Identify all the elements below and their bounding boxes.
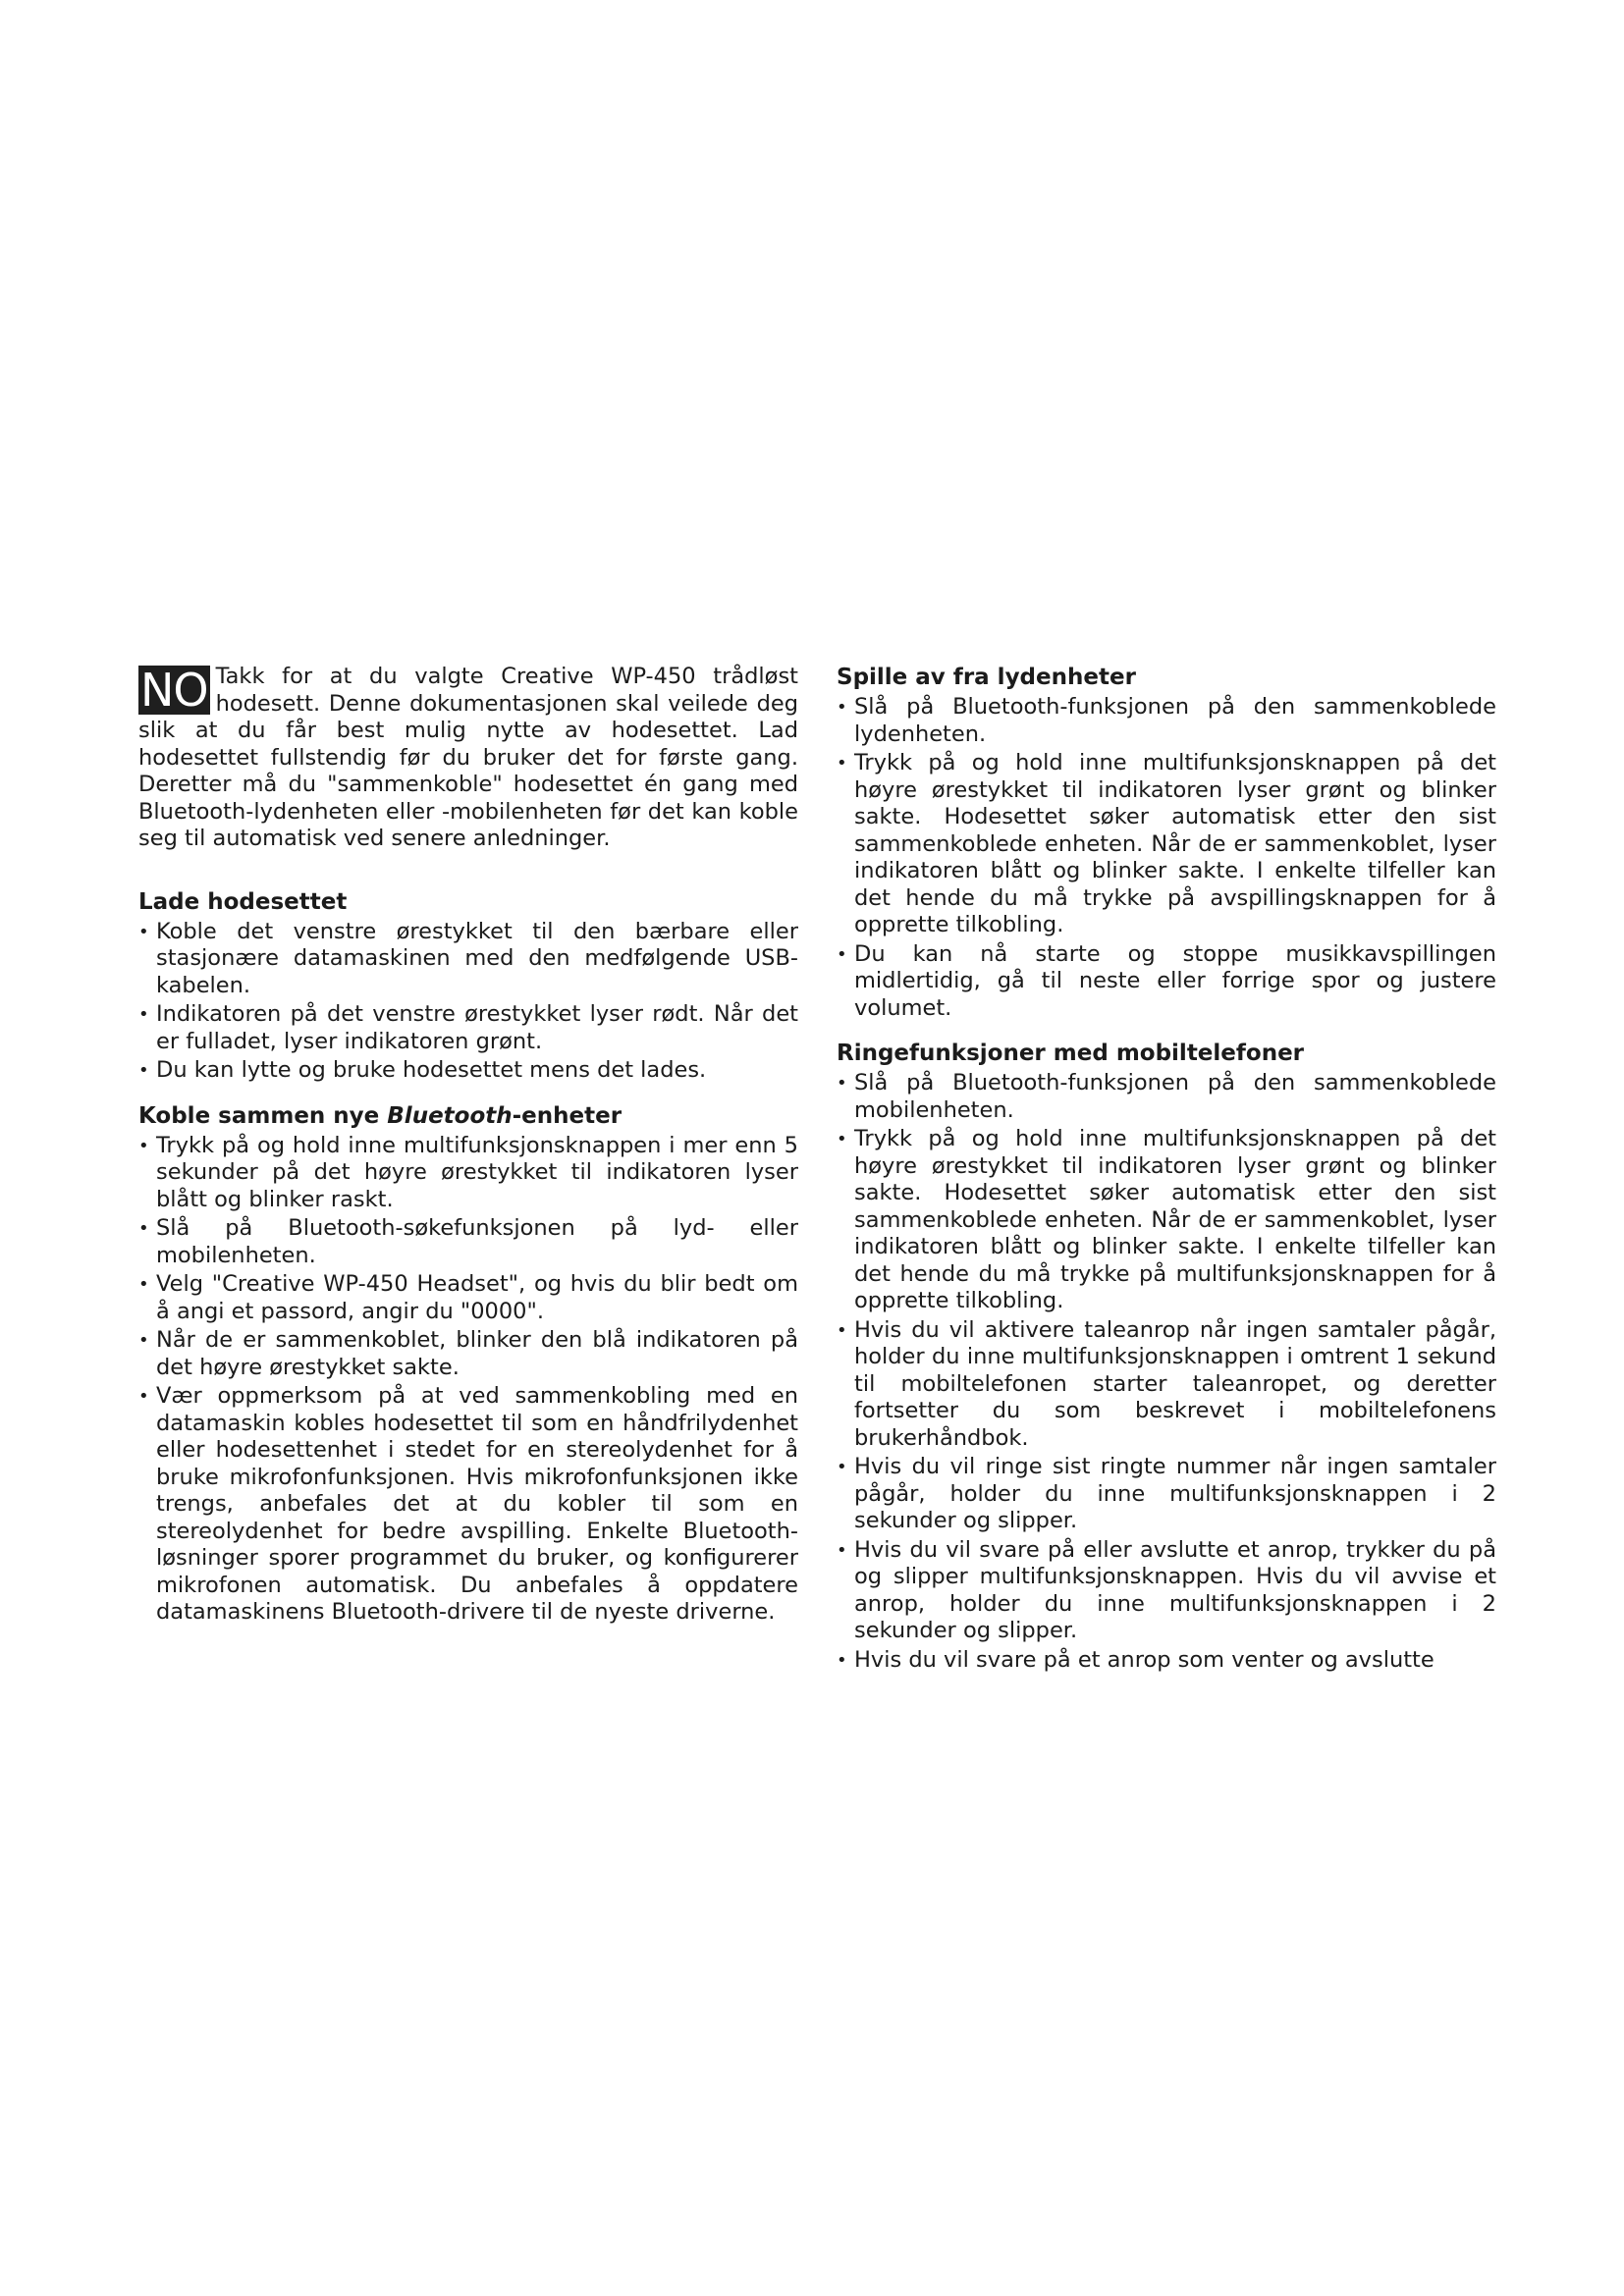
list-item: • Slå på Bluetooth-funksjonen på den sammenkoblede lydenheten.	[837, 694, 1496, 748]
left-column	[138, 664, 798, 1644]
section-pairing	[138, 1102, 798, 1627]
bullet-list	[837, 694, 1496, 1022]
right-column	[837, 664, 1496, 1691]
intro-text: Takk for at du valgte Creative WP-450 trådløst hodesett. Denne dokumentasjonen skal veilede deg slik at du får best mulig nytte av hodesettet. Lad hodesettet fullstendig før du bruker det for første gang. Deretter må du "sammenkoble" hodesettet én gang med Bluetooth-lydenheten eller -mobilenheten før det kan koble seg til automatisk ved senere anledninger.	[138, 664, 798, 851]
bullet-list	[837, 1070, 1496, 1674]
section-calls	[837, 1040, 1496, 1674]
list-item: • Hvis du vil svare på et anrop som venter og avslutte	[837, 1647, 1496, 1675]
section-heading: Lade hodesettet	[138, 888, 348, 915]
list-item: • Hvis du vil aktivere taleanrop når ingen samtaler pågår, holder du inne multifunksjonsknappen i omtrent 1 sekund til mobiltelefonen starter taleanropet, og deretter fortsetter du som beskrevet i mobiltelefonens brukerhåndbok.	[837, 1317, 1496, 1453]
list-item: • Velg "Creative WP-450 Headset", og hvis du blir bedt om å angi et passord, angir du "0000".	[138, 1271, 798, 1325]
list-item: • Slå på Bluetooth-søkefunksjonen på lyd- eller mobilenheten.	[138, 1215, 798, 1269]
list-item: • Trykk på og hold inne multifunksjonsknappen i mer enn 5 sekunder på det høyre ørestykket til indikatoren lyser blått og blinker raskt.	[138, 1133, 798, 1214]
list-item: • Trykk på og hold inne multifunksjonsknappen på det høyre ørestykket til indikatoren lyser grønt og blinker sakte. Hodesettet søker automatisk etter den sist sammenkoblede enheten. Når de er sammenkoblet, lyser indikatoren blått og blinker sakte. I enkelte tilfeller kan det hende du må trykke på multifunksjonsknappen for å opprette tilkobling.	[837, 1126, 1496, 1315]
section-heading: Ringefunksjoner med mobiltelefoner	[837, 1041, 1305, 1066]
list-item: • Hvis du vil svare på eller avslutte et anrop, trykker du på og slipper multifunksjonsknappen. Hvis du vil avvise et anrop, holder du inne multifunksjonsknappen i 2 sekunder og slipper.	[837, 1537, 1496, 1645]
language-badge: NO	[140, 664, 208, 717]
list-item: • Når de er sammenkoblet, blinker den blå indikatoren på det høyre ørestykket sakte.	[138, 1327, 798, 1381]
bullet-list	[138, 919, 798, 1085]
list-item: • Vær oppmerksom på at ved sammenkobling med en datamaskin kobles hodesettet til som en håndfrilydenhet eller hodesettenhet i stedet for en stereolydenhet for å bruke mikrofonfunksjonen. Hvis mikrofonfunksjonen ikke trengs, anbefales det at du kobler til som en stereolydenhet for bedre avspilling. Enkelte Bluetooth-løsninger sporer programmet du bruker, og konfigurerer mikrofonen automatisk. Du anbefales å oppdatere datamaskinens Bluetooth-drivere til de nyeste driverne.	[138, 1383, 798, 1627]
list-item: • Du kan lytte og bruke hodesettet mens det lades.	[138, 1057, 798, 1085]
bullet-list	[138, 1133, 798, 1627]
list-item: • Indikatoren på det venstre ørestykket lyser rødt. Når det er fulladet, lyser indikatoren grønt.	[138, 1001, 798, 1055]
section-heading: Koble sammen nye Bluetooth-enheter	[138, 1102, 623, 1129]
section-heading: Spille av fra lydenheter	[837, 665, 1136, 690]
intro-paragraph	[138, 664, 798, 853]
section-charging	[138, 888, 798, 1085]
list-item: • Trykk på og hold inne multifunksjonsknappen på det høyre ørestykket til indikatoren lyser grønt og blinker sakte. Hodesettet søker automatisk etter den sist sammenkoblede enheten. Når de er sammenkoblet, lyser indikatoren blått og blinker sakte. I enkelte tilfeller kan det hende du må trykke på avspillingsknappen for å opprette tilkobling.	[837, 750, 1496, 939]
list-item: • Slå på Bluetooth-funksjonen på den sammenkoblede mobilenheten.	[837, 1070, 1496, 1124]
section-playback	[837, 664, 1496, 1022]
list-item: • Du kan nå starte og stoppe musikkavspillingen midlertidig, gå til neste eller forrige spor og justere volumet.	[837, 941, 1496, 1023]
list-item: • Hvis du vil ringe sist ringte nummer når ingen samtaler pågår, holder du inne multifunksjonsknappen i 2 sekunder og slipper.	[837, 1454, 1496, 1535]
list-item: • Koble det venstre ørestykket til den bærbare eller stasjonære datamaskinen med den medfølgende USB-kabelen.	[138, 919, 798, 1000]
